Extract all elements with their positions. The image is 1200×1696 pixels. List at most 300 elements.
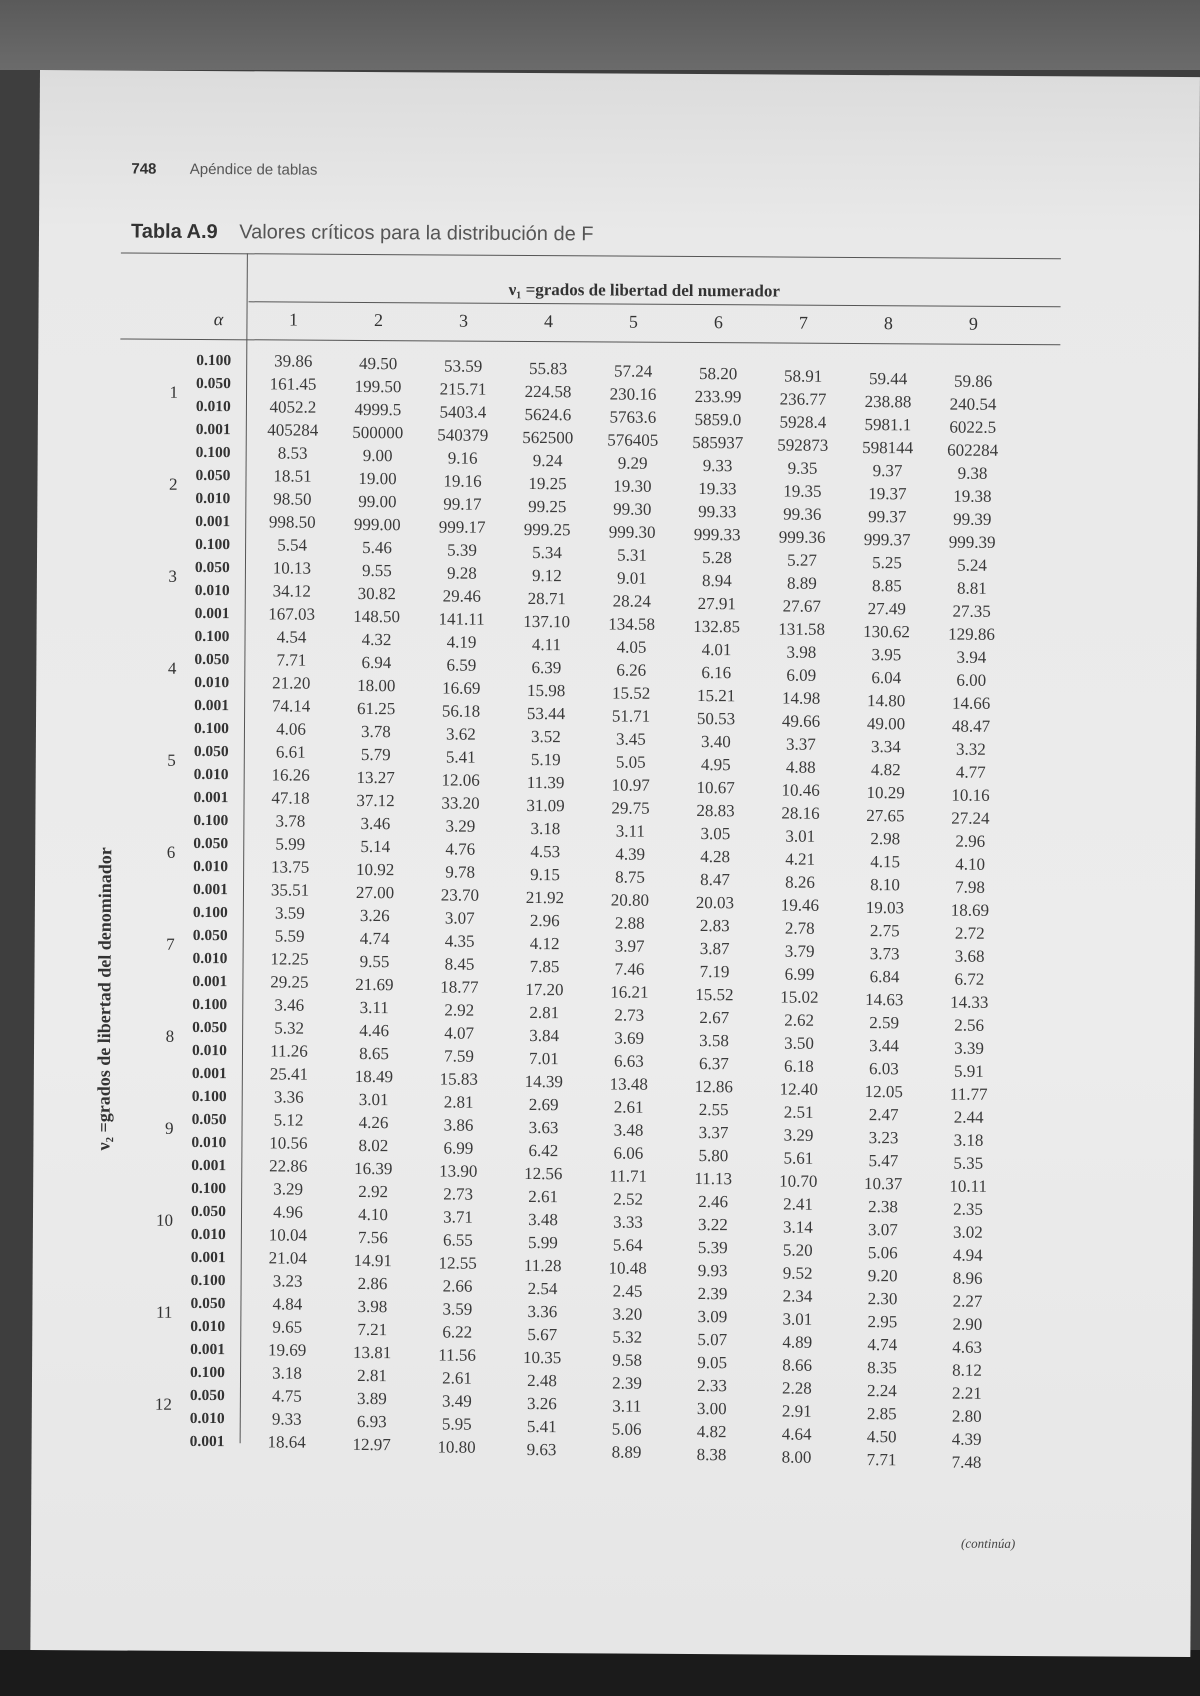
table-cell: 14.66	[951, 693, 991, 713]
column-header: 2	[373, 310, 384, 331]
table-cell: 5.64	[612, 1235, 643, 1255]
table-cell: 3.02	[952, 1222, 983, 1242]
table-cell: 3.84	[529, 1026, 560, 1046]
table-cell: 18.00	[357, 675, 396, 696]
table-cell: 6.22	[442, 1322, 473, 1342]
alpha-list	[193, 717, 228, 809]
value-column	[589, 1003, 670, 1095]
column-header: 1	[288, 309, 299, 330]
table-cell: 11.26	[270, 1041, 308, 1061]
alpha-list	[195, 533, 230, 625]
value-column	[841, 1379, 922, 1471]
table-cell: 2.78	[784, 918, 815, 938]
table-cell: 5.61	[783, 1148, 814, 1168]
table-cell: 9.35	[787, 458, 818, 478]
table-cell: 2.81	[443, 1092, 474, 1112]
table-cell: 2.95	[867, 1312, 898, 1332]
table-cell: 7.71	[276, 650, 307, 670]
table-cell: 9.20	[867, 1266, 898, 1286]
value-column	[673, 1190, 754, 1282]
table-cell: 4.12	[529, 934, 560, 954]
table-cell: 13.81	[352, 1342, 392, 1363]
v2-value: 3	[168, 566, 177, 586]
table-cell: 29.25	[270, 972, 309, 992]
table-cell: 19.00	[358, 468, 397, 489]
v2-value: 7	[166, 934, 175, 954]
table-cell: 9.05	[697, 1353, 728, 1373]
table-cell: 5.24	[957, 555, 987, 575]
value-column	[423, 354, 504, 446]
table-cell: 2.55	[698, 1100, 729, 1120]
table-cell: 9.33	[271, 1409, 302, 1429]
table-cell: 3.69	[614, 1028, 645, 1048]
alpha-value: 0.001	[193, 788, 229, 807]
table-cell: 148.50	[353, 606, 401, 627]
table-cell: 999.37	[863, 530, 911, 550]
alpha-value: 0.001	[195, 420, 231, 439]
table-cell: 2.90	[952, 1314, 983, 1334]
table-cell: 5.28	[702, 548, 732, 568]
table-cell: 15.21	[697, 686, 736, 706]
table-cell: 27.65	[866, 806, 905, 826]
table-cell: 2.83	[699, 916, 730, 936]
table-cell: 9.52	[782, 1263, 813, 1283]
value-column	[422, 446, 503, 538]
alpha-value: 0.100	[191, 1179, 227, 1198]
value-column	[763, 364, 844, 456]
value-column	[507, 449, 588, 541]
table-cell: 12.40	[779, 1079, 818, 1099]
table-cell: 99.33	[698, 502, 737, 522]
table-cell: 999.33	[693, 525, 741, 545]
table-cell: 6.93	[356, 1411, 387, 1432]
table-cell: 3.94	[956, 647, 987, 667]
table-cell: 28.24	[612, 591, 651, 611]
table-cell: 5.67	[527, 1325, 558, 1345]
table-cell: 12.05	[864, 1082, 903, 1102]
value-column	[505, 725, 586, 817]
table-cell: 576405	[607, 430, 659, 450]
table-cell: 18.77	[440, 977, 479, 997]
table-cell: 10.70	[779, 1171, 818, 1191]
value-column	[332, 1364, 413, 1456]
value-column	[677, 454, 758, 546]
table-cell: 3.78	[275, 811, 306, 831]
table-cell: 2.69	[528, 1095, 559, 1115]
table-cell: 2.86	[357, 1273, 388, 1294]
table-cell: 240.54	[949, 394, 997, 414]
table-cell: 3.01	[358, 1089, 389, 1110]
table-cell: 8.85	[871, 576, 902, 596]
table-cell: 132.85	[693, 617, 741, 637]
value-column	[760, 732, 841, 824]
value-column	[337, 444, 418, 536]
table-cell: 8.47	[700, 870, 730, 890]
table-cell: 5.95	[441, 1414, 472, 1434]
table-cell: 4.74	[359, 928, 390, 949]
table-cell: 2.52	[613, 1189, 644, 1209]
table-cell: 19.38	[953, 486, 992, 506]
table-cell: 2.33	[697, 1376, 727, 1396]
table-cell: 3.71	[443, 1207, 473, 1227]
table-cell: 29.46	[442, 586, 481, 606]
table-cell: 8.53	[277, 443, 308, 463]
table-cell: 5.12	[273, 1110, 304, 1130]
table-cell: 14.98	[781, 688, 821, 708]
table-cell: 999.36	[778, 527, 826, 547]
table-cell: 3.18	[530, 819, 561, 839]
table-cell: 5.06	[867, 1243, 898, 1263]
value-column	[592, 543, 673, 635]
table-cell: 11.28	[523, 1255, 562, 1276]
table-cell: 5.59	[274, 926, 305, 946]
table-cell: 10.11	[949, 1176, 988, 1196]
table-cell: 3.09	[697, 1307, 728, 1327]
table-cell: 19.33	[698, 479, 737, 499]
alpha-value: 0.001	[192, 880, 228, 899]
table-caption	[131, 221, 594, 247]
value-column	[676, 638, 757, 730]
alpha-value: 0.001	[191, 1156, 227, 1175]
table-cell: 2.92	[444, 1000, 475, 1020]
table-cell: 238.88	[864, 392, 912, 412]
table-title: Valores críticos para la distribución de F	[239, 221, 594, 246]
table-cell: 16.21	[610, 982, 649, 1002]
table-cell: 3.87	[699, 939, 730, 959]
table-cell: 7.19	[699, 962, 730, 982]
table-cell: 592873	[777, 435, 829, 455]
table-cell: 10.67	[696, 778, 735, 798]
header-bottom-rule	[120, 338, 1060, 345]
table-cell: 7.46	[614, 959, 645, 979]
table-cell: 10.46	[781, 780, 820, 800]
table-cell: 4.10	[955, 854, 986, 874]
value-column	[336, 628, 417, 720]
value-column	[678, 362, 759, 454]
table-cell: 4052.2	[269, 397, 317, 417]
alpha-value: 0.050	[190, 1202, 226, 1221]
table-cell: 10.16	[951, 785, 990, 805]
table-cell: 17.20	[525, 979, 564, 1000]
value-column	[760, 824, 841, 916]
table-cell: 5.32	[274, 1018, 305, 1038]
table-cell: 10.37	[864, 1174, 903, 1194]
table-cell: 5.31	[617, 545, 647, 565]
table-cell: 5403.4	[439, 402, 487, 422]
table-cell: 5.35	[953, 1153, 984, 1173]
value-column	[418, 1182, 499, 1274]
value-column	[587, 1279, 668, 1371]
table-cell: 5.41	[526, 1416, 557, 1437]
table-cell: 9.78	[445, 862, 476, 882]
table-cell: 6.99	[784, 964, 815, 984]
table-cell: 6.99	[443, 1138, 474, 1158]
table-cell: 4.05	[616, 637, 647, 657]
table-cell: 3.29	[445, 816, 476, 836]
table-cell: 8.94	[701, 571, 732, 591]
column-header: 9	[968, 313, 979, 334]
value-column	[677, 546, 758, 638]
value-column	[592, 451, 673, 543]
v2-value: 11	[155, 1302, 173, 1322]
value-column	[247, 1269, 328, 1361]
table-cell: 500000	[352, 422, 404, 443]
table-cell: 18.51	[273, 466, 312, 486]
alpha-value: 0.050	[193, 742, 229, 761]
table-cell: 7.56	[357, 1227, 388, 1248]
table-cell: 51.71	[611, 706, 651, 726]
value-column	[333, 1088, 414, 1180]
alpha-value: 0.010	[193, 857, 229, 876]
table-cell: 3.52	[531, 727, 561, 747]
table-cell: 6.26	[616, 660, 647, 680]
table-cell: 8.75	[615, 867, 646, 887]
alpha-value: 0.050	[192, 926, 228, 945]
table-cell: 14.91	[353, 1250, 392, 1271]
value-column	[674, 914, 755, 1006]
value-column	[249, 993, 330, 1085]
table-cell: 3.26	[526, 1393, 557, 1414]
alpha-value: 0.050	[192, 1018, 228, 1037]
column-header: 3	[458, 310, 469, 331]
value-column	[671, 1374, 752, 1466]
table-cell: 29.75	[611, 798, 650, 818]
table-cell: 4.46	[359, 1020, 390, 1041]
table-cell: 28.83	[696, 801, 735, 821]
table-cell: 14.63	[865, 990, 904, 1010]
table-cell: 4.39	[951, 1429, 982, 1449]
table-cell: 48.47	[951, 716, 991, 736]
table-cell: 8.65	[359, 1043, 389, 1064]
table-cell: 8.89	[611, 1442, 642, 1462]
value-column	[335, 720, 416, 812]
table-cell: 4.74	[867, 1335, 898, 1355]
alpha-value: 0.001	[194, 696, 230, 715]
table-cell: 540379	[437, 425, 489, 445]
alpha-value: 0.050	[190, 1294, 226, 1313]
table-cell: 3.59	[274, 903, 305, 923]
table-cell: 49.66	[781, 711, 821, 731]
table-cell: 4.96	[273, 1202, 303, 1222]
table-cell: 9.37	[872, 461, 903, 481]
table-cell: 28.71	[527, 588, 566, 609]
table-cell: 4.19	[446, 632, 477, 652]
table-cell: 4.53	[530, 842, 561, 862]
table-cell: 2.24	[867, 1381, 897, 1401]
table-cell: 3.68	[954, 946, 985, 966]
table-cell: 28.16	[781, 803, 820, 823]
table-cell: 3.11	[615, 821, 645, 841]
table-cell: 3.34	[870, 737, 901, 757]
value-column	[586, 1371, 667, 1463]
table-cell: 35.51	[270, 880, 310, 900]
table-cell: 9.29	[617, 453, 648, 473]
table-cell: 19.69	[268, 1340, 307, 1360]
alpha-value: 0.100	[190, 1271, 226, 1290]
table-cell: 5.99	[275, 834, 306, 854]
table-cell: 8.45	[444, 954, 475, 974]
value-column	[334, 904, 415, 996]
table-cell: 19.25	[528, 473, 567, 494]
v2-value: 12	[154, 1394, 172, 1414]
value-column	[757, 1284, 838, 1376]
table-cell: 2.47	[868, 1105, 899, 1125]
table-cell: 4.10	[358, 1204, 388, 1225]
table-cell: 9.55	[359, 951, 390, 972]
value-column	[503, 1185, 584, 1277]
table-cell: 598144	[862, 438, 914, 458]
table-cell: 4.01	[701, 640, 732, 660]
table-cell: 23.70	[440, 885, 480, 905]
value-column	[248, 1085, 329, 1177]
table-cell: 11.56	[438, 1345, 477, 1365]
table-cell: 19.30	[613, 476, 652, 496]
table-cell: 9.00	[362, 445, 393, 466]
value-column	[247, 1361, 328, 1453]
table-cell: 2.39	[697, 1284, 728, 1304]
table-cell: 8.00	[781, 1447, 812, 1467]
table-cell: 11.13	[694, 1169, 733, 1189]
table-cell: 3.07	[867, 1220, 898, 1240]
value-column	[588, 1095, 669, 1187]
table-cell: 8.26	[785, 872, 815, 892]
table-cell: 8.96	[952, 1268, 983, 1288]
table-cell: 2.30	[867, 1289, 898, 1309]
value-column	[593, 359, 674, 451]
table-cell: 10.80	[437, 1437, 476, 1457]
background-top	[0, 0, 1200, 70]
table-cell: 58.91	[783, 366, 823, 386]
table-cell: 2.73	[443, 1184, 474, 1204]
table-cell: 5859.0	[694, 410, 742, 430]
value-column	[421, 630, 502, 722]
table-cell: 5.19	[530, 750, 561, 770]
table-cell: 2.85	[866, 1404, 897, 1424]
table-cell: 6.03	[868, 1059, 899, 1079]
table-cell: 4.26	[358, 1112, 389, 1133]
table-cell: 3.98	[357, 1296, 388, 1317]
value-column	[338, 352, 419, 444]
table-cell: 3.37	[785, 734, 816, 754]
table-cell: 18.64	[267, 1432, 306, 1452]
value-column	[673, 1098, 754, 1190]
table-cell: 4.21	[785, 849, 816, 869]
table-cell: 5.47	[868, 1151, 899, 1171]
value-column	[758, 1100, 839, 1192]
table-cell: 199.50	[354, 376, 402, 397]
value-column	[926, 1381, 1007, 1473]
alpha-value: 0.100	[193, 719, 229, 738]
table-cell: 2.96	[955, 831, 986, 851]
table-cell: 3.46	[274, 995, 305, 1015]
table-cell: 5928.4	[779, 412, 827, 432]
table-cell: 15.52	[695, 985, 734, 1005]
table-cell: 10.97	[611, 775, 650, 795]
v2-value: 1	[169, 382, 179, 402]
table-label: Tabla A.9	[130, 220, 218, 244]
table-cell: 999.25	[523, 519, 571, 540]
table-cell: 3.37	[698, 1123, 729, 1143]
alpha-value: 0.100	[196, 351, 232, 370]
value-column	[507, 541, 588, 633]
table-cell: 19.16	[443, 471, 482, 491]
value-column	[504, 1001, 585, 1093]
table-cell: 9.65	[272, 1317, 303, 1337]
table-cell: 7.21	[357, 1319, 388, 1340]
value-column	[762, 456, 843, 548]
value-column	[249, 901, 330, 993]
alpha-value: 0.010	[192, 949, 228, 968]
table-cell: 4.11	[531, 635, 562, 655]
table-cell: 2.51	[783, 1102, 814, 1122]
table-cell: 9.33	[702, 456, 733, 476]
table-cell: 2.45	[612, 1281, 643, 1301]
table-cell: 6.37	[699, 1054, 729, 1074]
table-cell: 27.67	[782, 596, 821, 616]
value-column	[502, 1369, 583, 1461]
table-cell: 5.25	[872, 553, 902, 573]
table-cell: 8.66	[782, 1355, 813, 1375]
table-cell: 3.36	[273, 1087, 304, 1107]
table-cell: 7.85	[529, 957, 560, 977]
alpha-value: 0.001	[190, 1248, 226, 1267]
table-cell: 5.39	[697, 1238, 728, 1258]
table-cell: 39.86	[274, 351, 313, 371]
table-cell: 8.81	[956, 578, 987, 598]
table-cell: 4999.5	[354, 399, 402, 420]
table-cell: 25.41	[269, 1064, 309, 1084]
table-cell: 55.83	[529, 358, 568, 379]
table-cell: 3.95	[871, 645, 902, 665]
alpha-list	[190, 1361, 225, 1453]
table-cell: 2.67	[699, 1008, 730, 1028]
alpha-value: 0.010	[194, 581, 230, 600]
table-cell: 53.44	[526, 703, 566, 724]
denominator-label: ν₂ =grados de libertad del denominador	[93, 847, 116, 1151]
table-cell: 2.27	[952, 1291, 983, 1311]
table-cell: 6.18	[783, 1056, 814, 1076]
section-title: Apéndice de tablas	[189, 160, 318, 179]
table-cell: 6022.5	[949, 417, 997, 437]
table-cell: 2.41	[783, 1194, 814, 1214]
table-cell: 2.62	[784, 1010, 815, 1030]
value-column	[672, 1282, 753, 1374]
table-cell: 53.59	[444, 356, 483, 376]
table-cell: 15.52	[612, 683, 651, 703]
table-cell: 2.39	[612, 1373, 642, 1393]
table-cell: 134.58	[608, 614, 656, 634]
table-cell: 6.94	[361, 652, 392, 673]
table-cell: 27.49	[867, 599, 906, 619]
value-column	[419, 906, 500, 998]
table-cell: 3.32	[955, 739, 986, 759]
value-column	[762, 548, 843, 640]
table-cell: 2.44	[953, 1107, 984, 1127]
alpha-value: 0.001	[189, 1432, 225, 1451]
table-cell: 8.12	[952, 1360, 983, 1380]
table-cell: 999.17	[438, 517, 486, 537]
alpha-value: 0.050	[189, 1386, 225, 1405]
table-cell: 12.25	[270, 949, 309, 969]
table-cell: 236.77	[779, 389, 827, 409]
table-cell: 9.12	[531, 566, 562, 586]
table-cell: 4.82	[696, 1422, 727, 1442]
value-column	[422, 538, 503, 630]
alpha-value: 0.100	[195, 535, 231, 554]
alpha-value: 0.100	[192, 903, 228, 922]
table-cell: 7.71	[866, 1450, 897, 1470]
table-cell: 5.06	[611, 1419, 642, 1439]
